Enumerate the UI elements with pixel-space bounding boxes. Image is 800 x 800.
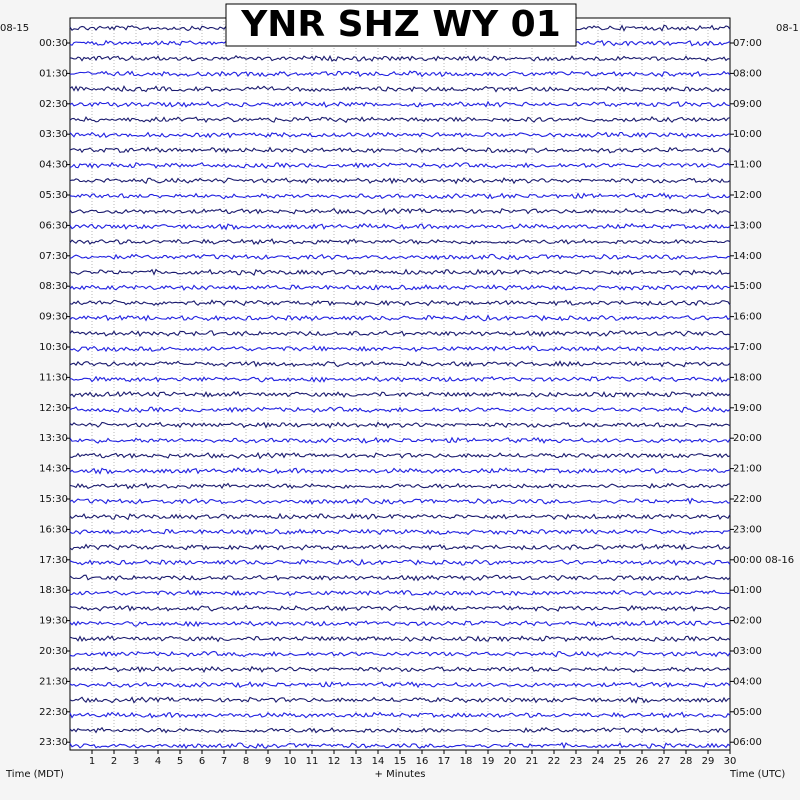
right-hour-label: 04:00: [733, 676, 762, 688]
chart-title: YNR SHZ WY 01: [241, 4, 561, 45]
right-date-label: 08-1: [776, 23, 799, 34]
left-hour-label: 11:30: [39, 372, 68, 384]
x-tick-label: 7: [220, 756, 228, 767]
left-hour-label: 14:30: [39, 463, 68, 475]
left-axis-label: Time (MDT): [6, 769, 64, 780]
left-hour-label: 07:30: [39, 250, 68, 262]
right-hour-label: 21:00: [733, 463, 762, 475]
x-tick-label: 16: [415, 756, 429, 767]
right-hour-label: 23:00: [733, 524, 762, 536]
x-tick-label: 20: [503, 756, 517, 767]
left-hour-label: 01:30: [39, 68, 68, 80]
left-hour-label: 04:30: [39, 159, 68, 171]
x-tick-label: 8: [242, 756, 250, 767]
right-axis-label: Time (UTC): [730, 769, 786, 780]
left-hour-label: 10:30: [39, 342, 68, 353]
left-hour-label: 06:30: [39, 220, 68, 232]
x-tick-label: 1: [88, 756, 96, 767]
right-hour-label: 22:00: [733, 494, 762, 505]
x-tick-label: 14: [371, 756, 385, 767]
x-tick-label: 17: [437, 756, 451, 767]
x-tick-label: 15: [393, 756, 407, 767]
left-hour-label: 12:30: [39, 402, 68, 414]
x-tick-label: 24: [591, 756, 605, 767]
x-tick-label: 26: [635, 756, 649, 767]
right-hour-label: 15:00: [733, 281, 762, 293]
right-hour-label: 13:00: [733, 220, 762, 232]
right-hour-label: 07:00: [733, 38, 762, 49]
x-tick-label: 28: [679, 756, 693, 767]
left-hour-label: 00:30: [39, 38, 68, 49]
left-hour-label: 20:30: [39, 646, 68, 657]
right-hour-label: 18:00: [733, 372, 762, 384]
left-hour-labels: [39, 38, 70, 748]
x-tick-label: 25: [613, 756, 627, 767]
left-hour-label: 05:30: [39, 190, 68, 201]
x-tick-label: 18: [459, 756, 473, 767]
right-hour-labels: [730, 38, 794, 748]
left-hour-label: 16:30: [39, 524, 68, 536]
left-hour-label: 18:30: [39, 585, 68, 597]
right-hour-label: 05:00: [733, 706, 762, 718]
x-tick-label: 22: [547, 756, 561, 767]
right-hour-label: 16:00: [733, 311, 762, 323]
title-box: [226, 4, 576, 46]
left-hour-label: 17:30: [39, 554, 68, 566]
right-hour-label: 01:00: [733, 585, 762, 597]
left-hour-label: 08:30: [39, 281, 68, 293]
left-hour-label: 09:30: [39, 311, 68, 323]
x-tick-label: 30: [723, 756, 737, 767]
right-hour-label: 03:00: [733, 646, 762, 657]
right-hour-label: 14:00: [733, 250, 762, 262]
left-hour-label: 13:30: [39, 433, 68, 445]
x-tick-label: 3: [132, 756, 140, 767]
right-hour-label: 20:00: [733, 433, 762, 445]
x-tick-label: 4: [154, 756, 162, 767]
right-hour-label: 02:00: [733, 615, 762, 627]
x-tick-label: 23: [569, 756, 583, 767]
x-tick-label: 12: [327, 756, 341, 767]
x-tick-label: 27: [657, 756, 671, 767]
x-tick-label: 2: [110, 756, 118, 767]
x-tick-label: 13: [349, 756, 363, 767]
left-hour-label: 15:30: [39, 494, 68, 505]
x-tick-label: 6: [198, 756, 206, 767]
x-tick-label: 21: [525, 756, 539, 767]
x-tick-label: 10: [283, 756, 297, 767]
left-hour-label: 22:30: [39, 706, 68, 718]
right-hour-label: 19:00: [733, 402, 762, 414]
left-date-label: 08-15: [0, 23, 30, 34]
x-axis-label: + Minutes: [374, 769, 426, 780]
left-hour-label: 02:30: [39, 98, 68, 110]
right-hour-label: 12:00: [733, 190, 762, 201]
x-tick-label: 5: [176, 756, 184, 767]
right-hour-label: 06:00: [733, 737, 762, 749]
left-hour-label: 21:30: [39, 676, 68, 688]
right-hour-label: 10:00: [733, 129, 762, 141]
left-hour-label: 19:30: [39, 615, 68, 627]
right-hour-label: 11:00: [733, 159, 762, 171]
x-tick-group: [89, 750, 737, 767]
x-tick-label: 9: [264, 756, 272, 767]
x-tick-label: 11: [305, 756, 319, 767]
right-hour-label: 08:00: [733, 68, 762, 80]
right-hour-label: 00:00 08-16: [733, 554, 795, 566]
right-hour-label: 09:00: [733, 98, 762, 110]
left-hour-label: 03:30: [39, 129, 68, 141]
x-tick-label: 29: [701, 756, 715, 767]
right-hour-label: 17:00: [733, 342, 762, 353]
x-tick-label: 19: [481, 756, 495, 767]
left-hour-label: 23:30: [39, 737, 68, 749]
